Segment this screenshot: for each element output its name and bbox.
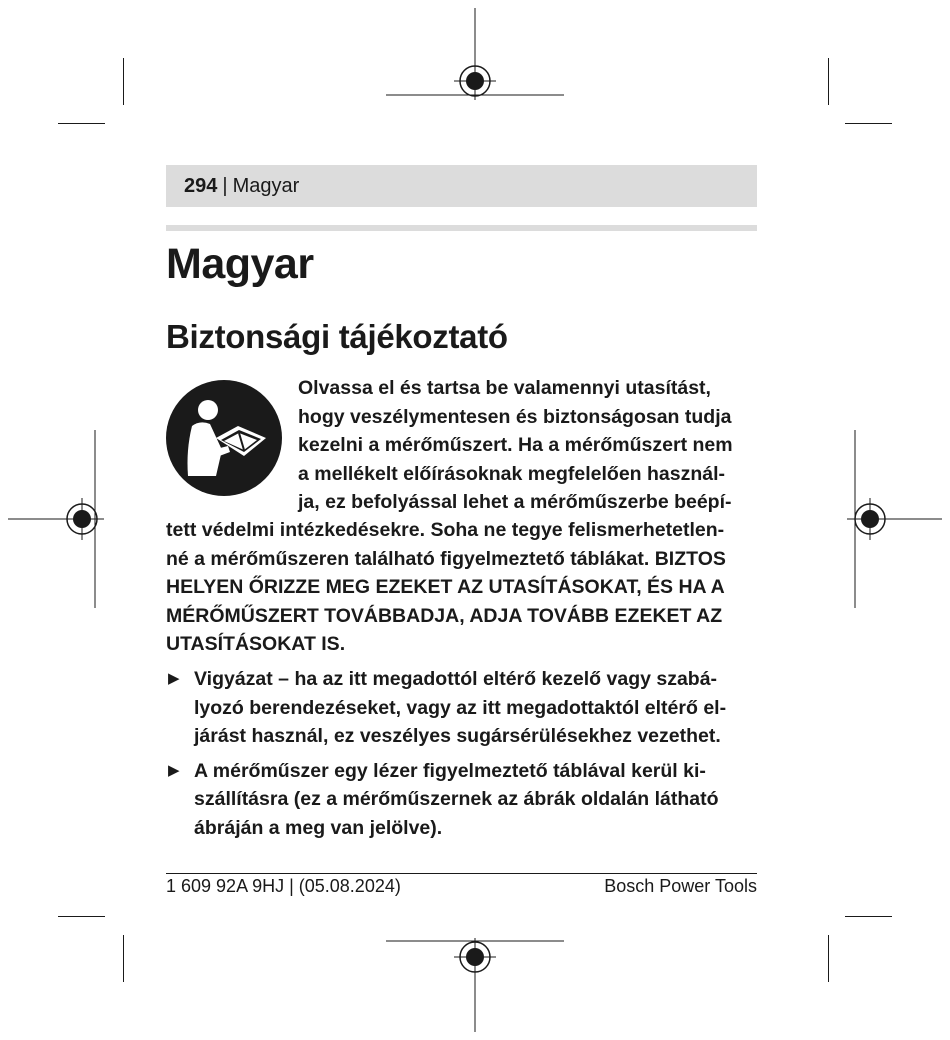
crop-mark xyxy=(828,58,829,105)
crop-mark xyxy=(845,916,892,917)
crop-mark xyxy=(58,916,105,917)
footer-brand: Bosch Power Tools xyxy=(604,876,757,896)
footer-doc-number: 1 609 92A 9HJ | (05.08.2024) xyxy=(166,876,401,896)
registration-mark-right xyxy=(847,430,947,610)
text-line: szállításra (ez a mérőműszernek az ábrák oldalán látható xyxy=(194,788,719,810)
text-line: MÉRŐMŰSZERT TOVÁBBADJA, ADJA TOVÁBB EZEKET AZ xyxy=(166,604,723,627)
text-line: HELYEN ŐRIZZE MEG EZEKET AZ UTASÍTÁSOKAT, ÉS HA A xyxy=(166,576,725,598)
registration-mark-top xyxy=(386,8,566,100)
text-line: hogy veszélymentesen és biztonságosan tudja xyxy=(298,405,732,428)
text-line: ábráján a meg van jelölve). xyxy=(194,816,443,839)
text-line: Olvassa el és tartsa be valamennyi utasítást, xyxy=(298,377,711,399)
header-separator: | xyxy=(222,174,228,197)
intro-text-bottom xyxy=(166,516,758,659)
footer-rule xyxy=(166,873,757,874)
text-line: A mérőműszer egy lézer figyelmeztető táblával kerül ki- xyxy=(194,759,706,782)
crop-mark xyxy=(123,935,124,982)
header-language: Magyar xyxy=(232,174,300,197)
bullet-arrow-icon: ▶ xyxy=(168,761,180,779)
text-line: tett védelmi intézkedésekre. Soha ne tegye felismerhetetlen- xyxy=(166,519,725,541)
page-title: Magyar xyxy=(166,240,314,288)
text-line: né a mérőműszeren található figyelmeztető táblákat. BIZTOS xyxy=(166,547,726,570)
read-manual-icon xyxy=(166,380,282,496)
text-line: Vigyázat – ha az itt megadottól eltérő kezelő vagy szabá- xyxy=(194,668,718,690)
text-line: kezelni a mérőműszert. Ha a mérőműszert nem xyxy=(298,434,733,456)
section-title: Biztonsági tájékoztató xyxy=(166,318,508,355)
divider-bar xyxy=(166,225,757,231)
crop-mark xyxy=(123,58,124,105)
warning-list xyxy=(166,665,758,848)
text-line: a mellékelt előírásoknak megfelelően használ- xyxy=(298,462,726,485)
text-line: lyozó berendezéseket, vagy az itt megadottaktól eltérő el- xyxy=(194,696,727,719)
intro-text-top xyxy=(298,374,758,517)
registration-mark-left xyxy=(8,430,108,610)
bullet-arrow-icon: ▶ xyxy=(168,670,180,687)
registration-mark-bottom xyxy=(386,938,566,1033)
page-header xyxy=(166,165,757,207)
crop-mark xyxy=(828,935,829,982)
text-line: UTASÍTÁSOKAT IS. xyxy=(166,633,346,655)
text-line: ja, ez befolyással lehet a mérőműszerbe beépí- xyxy=(298,491,732,513)
page-number: 294 xyxy=(184,174,218,197)
crop-mark xyxy=(58,123,105,124)
crop-mark xyxy=(845,123,892,124)
warning-item xyxy=(166,757,758,843)
text-line: járást használ, ez veszélyes sugársérülésekhez vezethet. xyxy=(194,725,721,747)
warning-item xyxy=(166,665,758,751)
